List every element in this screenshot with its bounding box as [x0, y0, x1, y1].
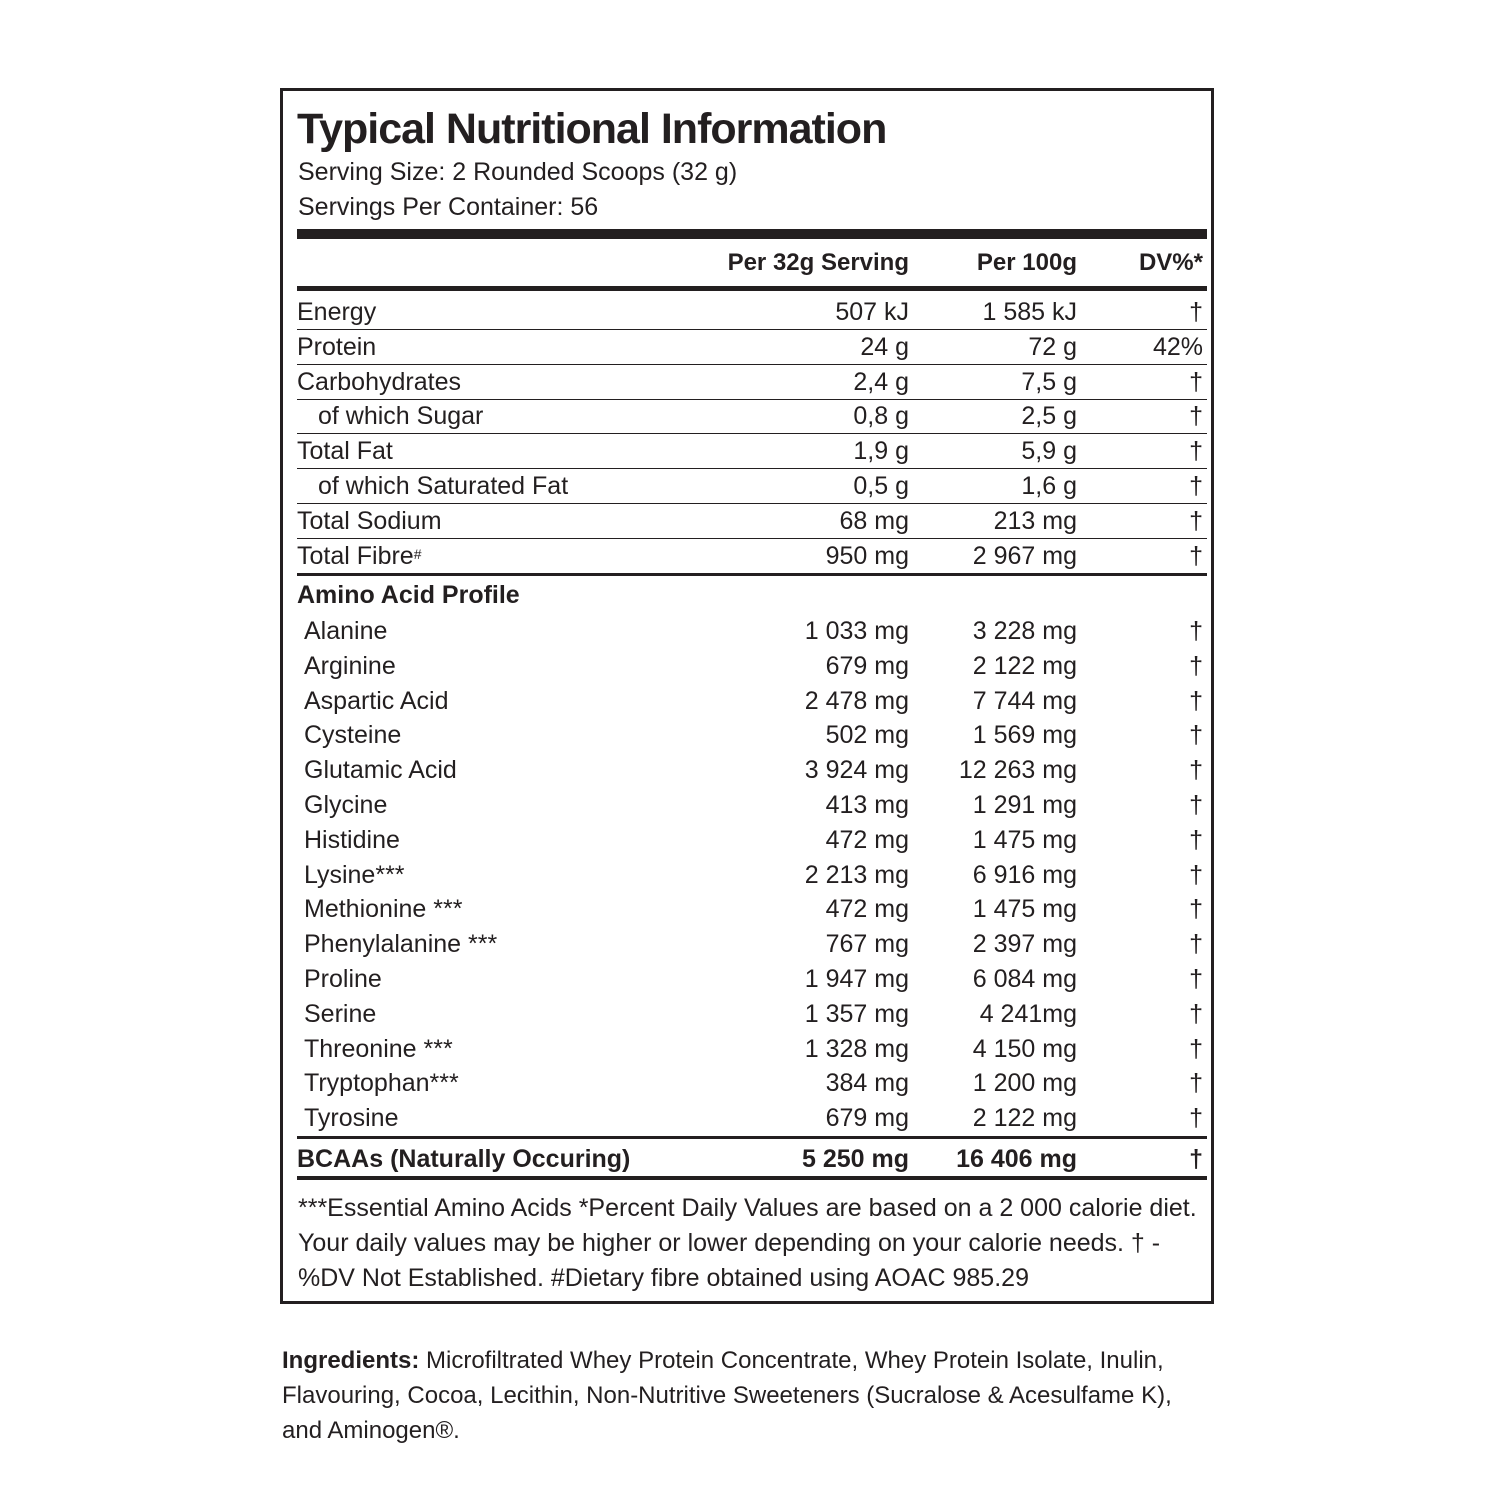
- nutrient-name: [304, 1035, 453, 1064]
- nutrition-facts-panel: [280, 88, 1214, 1304]
- per-serving-value: 767 mg: [825, 930, 909, 959]
- nutrient-name: [304, 826, 400, 855]
- table-row: [297, 434, 1207, 469]
- amino-divider: [297, 573, 1207, 576]
- table-row: [297, 504, 1207, 539]
- nutrient-name-text: Arginine: [304, 651, 396, 680]
- per-100g-value: 6 084 mg: [972, 965, 1077, 993]
- dv-value: †: [1189, 472, 1203, 500]
- nutrient-name: [304, 930, 497, 959]
- amino-acid-heading: Amino Acid Profile: [297, 581, 520, 609]
- nutrient-name-text: Glutamic Acid: [304, 756, 457, 785]
- dv-value: †: [1189, 1034, 1203, 1063]
- per-serving-value: 507 kJ: [835, 298, 909, 326]
- footnote: ***Essential Amino Acids *Percent Daily Values are based on a 2 000 calorie diet. Your daily values may be higher or lower depending on your calorie needs. † - %DV Not Established. #Dietary fibre obtained using AOAC 985.29: [298, 1194, 1197, 1292]
- nutrient-name-text: Proline: [304, 965, 382, 993]
- servings-per-container: Servings Per Container: 56: [298, 193, 599, 221]
- nutrient-name-text: of which Saturated Fat: [318, 472, 569, 500]
- dv-value: †: [1189, 895, 1203, 924]
- nutrient-name-text: Alanine: [304, 617, 388, 645]
- nutrient-name: [318, 402, 483, 431]
- per-100g-value: 16 406 mg: [956, 1145, 1077, 1173]
- dv-value: †: [1189, 402, 1203, 431]
- dv-value: †: [1189, 965, 1203, 993]
- per-serving-value: 679 mg: [825, 1104, 909, 1133]
- dv-value: †: [1189, 686, 1203, 715]
- per-100g-value: 6 916 mg: [972, 860, 1077, 889]
- nutrient-name: [304, 617, 387, 646]
- table-row: [297, 1066, 1207, 1101]
- per-100g-value: 2,5 g: [1021, 402, 1077, 431]
- per-serving-value: 472 mg: [825, 825, 909, 854]
- dv-value: †: [1189, 825, 1203, 854]
- dv-value: †: [1189, 298, 1203, 326]
- table-row: [297, 1101, 1207, 1136]
- nutrient-name-text: Protein: [297, 332, 377, 361]
- nutrient-name-text: Methionine ***: [304, 895, 463, 924]
- per-100g-value: 2 397 mg: [972, 930, 1077, 959]
- per-100g-value: 2 122 mg: [972, 1104, 1077, 1133]
- table-row: [297, 753, 1207, 788]
- dv-value: †: [1189, 721, 1203, 750]
- table-row: [297, 1032, 1207, 1067]
- panel-title: Typical Nutritional Information: [297, 105, 887, 153]
- nutrient-name: [297, 298, 376, 327]
- dv-value: †: [1189, 860, 1203, 889]
- dv-value: †: [1189, 1069, 1203, 1098]
- dv-value: †: [1189, 1104, 1203, 1133]
- dv-value: †: [1189, 651, 1203, 680]
- per-100g-value: 72 g: [1028, 332, 1077, 361]
- table-row: [297, 649, 1207, 684]
- table-row: [297, 718, 1207, 753]
- footnote-mark: #: [413, 545, 422, 562]
- ingredients-statement: [282, 1343, 1212, 1448]
- per-serving-value: 502 mg: [825, 721, 909, 750]
- table-row: [297, 858, 1207, 893]
- nutrient-name: [297, 368, 461, 397]
- nutrient-name-text: Tyrosine: [304, 1104, 399, 1133]
- dv-value: †: [1189, 506, 1203, 535]
- ingredients-text: Microfiltrated Whey Protein Concentrate, Whey Protein Isolate, Inulin, Flavouring, Cocoa, Lecithin, Non-Nutritive Sweeteners (Sucralose & Acesulfame K), and Aminogen®.: [282, 1347, 1172, 1444]
- ingredients-label: Ingredients:: [282, 1347, 420, 1374]
- nutrient-name: BCAAs (Naturally Occuring): [297, 1145, 631, 1173]
- nutrient-name: [304, 1000, 376, 1029]
- per-100g-value: 12 263 mg: [958, 756, 1077, 785]
- nutrient-name-text: Energy: [297, 298, 377, 326]
- nutrient-name: [304, 895, 462, 924]
- per-serving-value: 1 947 mg: [804, 965, 909, 993]
- per-serving-value: 950 mg: [825, 541, 909, 570]
- nutrient-name-text: Cysteine: [304, 721, 402, 750]
- per-serving-value: 2 478 mg: [804, 686, 909, 715]
- nutrient-name: [304, 721, 401, 750]
- per-100g-value: 4 241mg: [979, 999, 1077, 1028]
- table-row: [297, 997, 1207, 1032]
- table-row: [297, 330, 1207, 365]
- nutrient-name-text: of which Sugar: [318, 402, 484, 431]
- nutrient-name: [304, 791, 387, 820]
- header-divider: [297, 286, 1207, 291]
- nutrient-name: [297, 542, 422, 571]
- per-serving-value: 413 mg: [825, 791, 909, 819]
- bcaa-row: [297, 1142, 1207, 1177]
- nutrient-name: [304, 687, 449, 716]
- nutrient-name: [304, 756, 457, 785]
- dv-value: †: [1189, 791, 1203, 819]
- table-row: [297, 823, 1207, 858]
- table-row: [297, 788, 1207, 823]
- table-row: [297, 295, 1207, 330]
- per-serving-value: 472 mg: [825, 895, 909, 924]
- per-serving-value: 0,5 g: [853, 472, 909, 500]
- per-serving-value: 68 mg: [839, 506, 909, 535]
- per-serving-value: 3 924 mg: [804, 756, 909, 785]
- per-100g-value: 1 291 mg: [972, 791, 1077, 819]
- nutrient-name: [297, 333, 376, 362]
- per-100g-value: 7 744 mg: [972, 686, 1077, 715]
- nutrient-name-text: Lysine***: [304, 860, 405, 889]
- per-100g-value: 1 585 kJ: [982, 298, 1077, 326]
- per-serving-value: 2 213 mg: [804, 860, 909, 889]
- nutrient-name: [297, 507, 442, 536]
- bcaa-bottom-divider: [297, 1176, 1207, 1180]
- nutrient-name-text: Carbohydrates: [297, 367, 461, 396]
- dv-value: †: [1189, 999, 1203, 1028]
- table-row: [297, 614, 1207, 649]
- dv-value: †: [1189, 367, 1203, 396]
- table-row: [297, 684, 1207, 719]
- nutrient-name-text: Aspartic Acid: [304, 686, 449, 715]
- dv-value: †: [1189, 541, 1203, 570]
- dv-value: †: [1189, 617, 1203, 645]
- table-row: [297, 962, 1207, 997]
- per-100g-value: 5,9 g: [1021, 437, 1077, 466]
- column-header-dv: DV%*: [1138, 249, 1203, 276]
- nutrient-name-text: Histidine: [304, 825, 400, 854]
- per-100g-value: 1 475 mg: [972, 895, 1077, 924]
- per-100g-value: 2 967 mg: [972, 541, 1077, 570]
- per-100g-value: 1 475 mg: [972, 825, 1077, 854]
- nutrient-name-text: Tryptophan***: [304, 1069, 459, 1098]
- nutrient-name: [304, 652, 396, 681]
- per-100g-value: 1,6 g: [1021, 472, 1077, 500]
- per-serving-value: 384 mg: [825, 1069, 909, 1098]
- per-100g-value: 2 122 mg: [972, 651, 1077, 680]
- per-serving-value: 1 033 mg: [804, 617, 909, 645]
- per-serving-value: 24 g: [860, 332, 909, 361]
- table-row: [297, 927, 1207, 962]
- per-serving-value: 5 250 mg: [801, 1145, 909, 1173]
- per-serving-value: 1 328 mg: [804, 1034, 909, 1063]
- nutrient-name: [304, 1104, 398, 1133]
- dv-value: 42%: [1152, 332, 1203, 361]
- column-header-per-100g: Per 100g: [976, 249, 1077, 276]
- per-100g-value: 7,5 g: [1021, 367, 1077, 396]
- nutrient-name-text: Total Fibre: [297, 541, 414, 570]
- per-serving-value: 679 mg: [825, 651, 909, 680]
- nutrient-name-text: Phenylalanine ***: [304, 930, 498, 959]
- table-row: [297, 539, 1207, 574]
- nutrient-name: [304, 965, 382, 994]
- nutrient-name: [297, 437, 393, 466]
- per-serving-value: 0,8 g: [853, 402, 909, 431]
- nutrient-name-text: Threonine ***: [304, 1034, 453, 1063]
- nutrient-name-text: Serine: [304, 999, 377, 1028]
- per-serving-value: 1,9 g: [853, 437, 909, 466]
- nutrient-name: [318, 472, 568, 501]
- per-100g-value: 3 228 mg: [972, 617, 1077, 645]
- per-100g-value: 1 569 mg: [972, 721, 1077, 750]
- nutrient-name-text: Glycine: [304, 791, 388, 819]
- table-row: [297, 469, 1207, 504]
- nutrient-name: [304, 861, 405, 890]
- bcaa-top-divider: [297, 1136, 1207, 1139]
- dv-value: †: [1189, 1145, 1203, 1173]
- dv-value: †: [1189, 437, 1203, 466]
- per-serving-value: 1 357 mg: [804, 999, 909, 1028]
- nutrient-name-text: Total Sodium: [297, 506, 442, 535]
- column-header-per-serving: Per 32g Serving: [727, 249, 909, 276]
- per-100g-value: 1 200 mg: [972, 1069, 1077, 1098]
- per-100g-value: 4 150 mg: [972, 1034, 1077, 1063]
- dv-value: †: [1189, 756, 1203, 785]
- per-serving-value: 2,4 g: [853, 367, 909, 396]
- nutrient-name-text: Total Fat: [297, 437, 393, 466]
- serving-size: Serving Size: 2 Rounded Scoops (32 g): [298, 158, 738, 186]
- nutrient-name: [304, 1069, 459, 1098]
- per-100g-value: 213 mg: [993, 506, 1077, 535]
- table-row: [297, 892, 1207, 927]
- table-row: [297, 365, 1207, 400]
- table-row: [297, 399, 1207, 434]
- thick-divider: [297, 229, 1207, 239]
- dv-value: †: [1189, 930, 1203, 959]
